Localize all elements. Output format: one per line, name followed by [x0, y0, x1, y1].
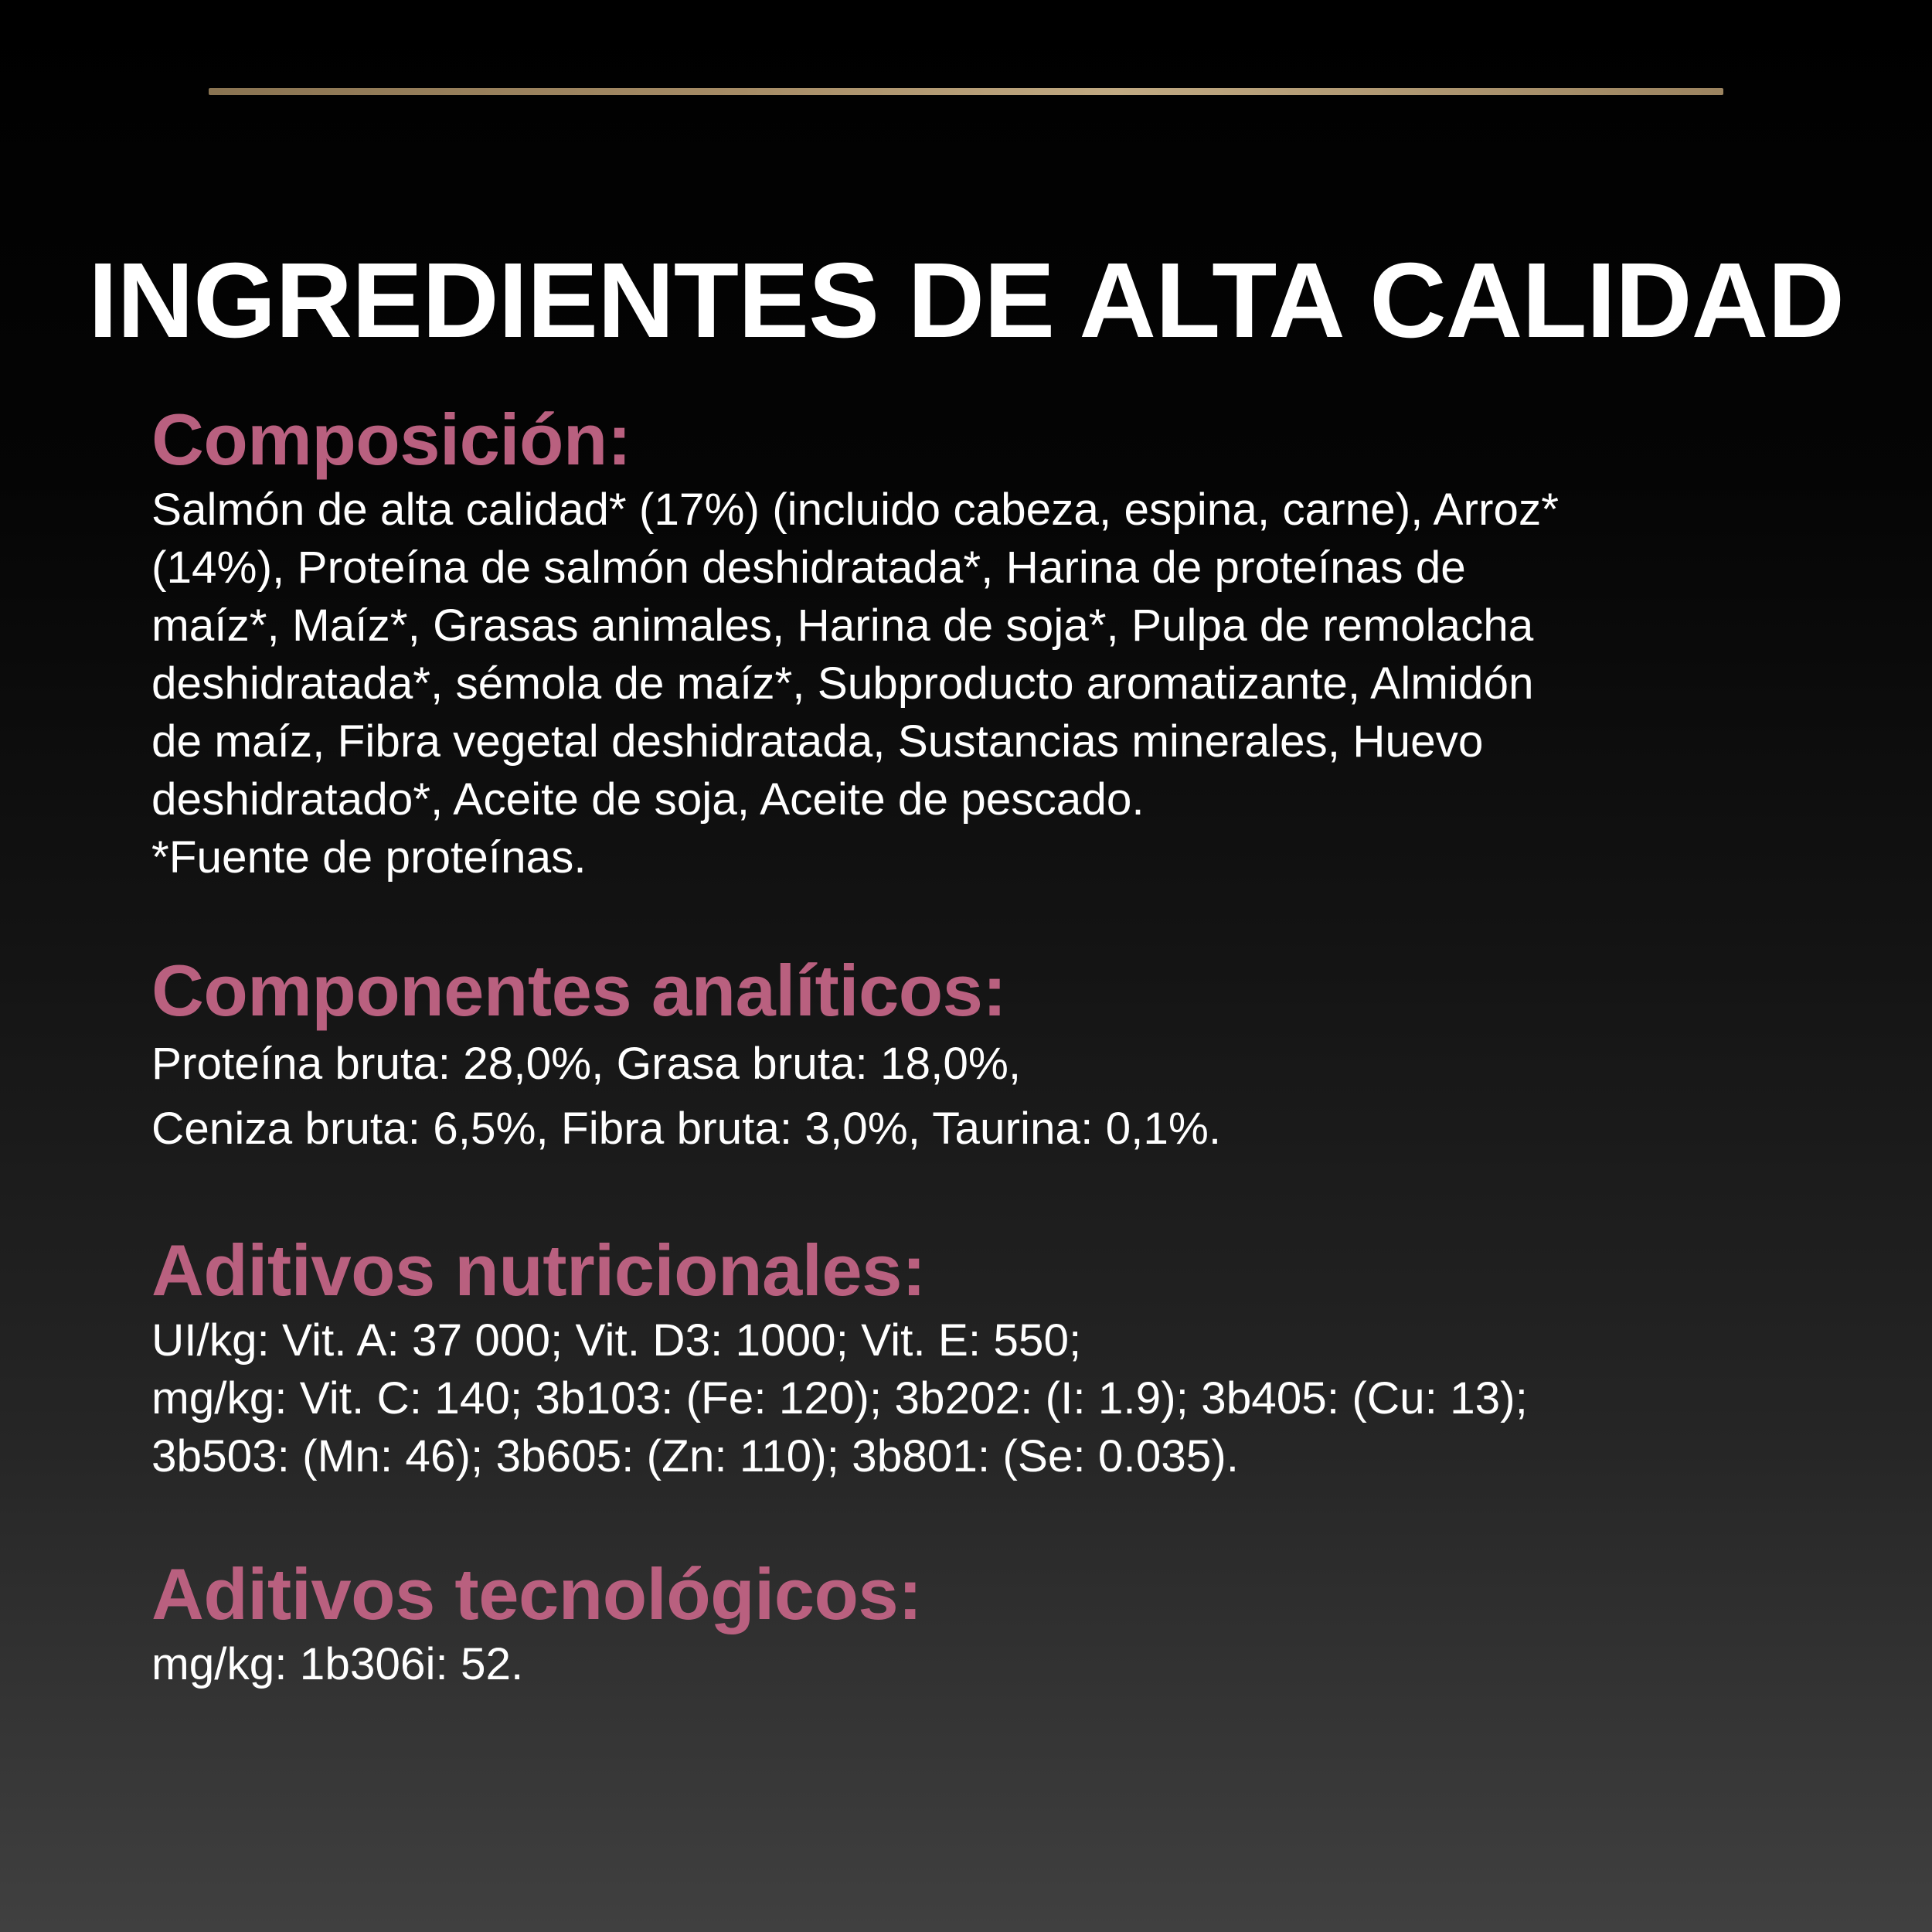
analiticos-line: Proteína bruta: 28,0%, Grasa bruta: 18,0%, — [151, 1039, 1022, 1089]
page-title: INGREDIENTES DE ALTA CALIDAD — [88, 241, 1844, 361]
nutricionales-line: UI/kg: Vit. A: 37 000; Vit. D3: 1000; Vit. E: 550; — [151, 1315, 1082, 1366]
tecnologicos-heading: Aditivos tecnológicos: — [151, 1553, 922, 1634]
protein-source-footnote: *Fuente de proteínas. — [151, 832, 587, 883]
section-composicion — [151, 399, 1828, 886]
section-aditivos-nutricionales — [151, 1230, 1828, 1485]
nutricionales-body — [151, 1311, 1828, 1485]
analiticos-body — [151, 1032, 1828, 1162]
nutricionales-line: mg/kg: Vit. C: 140; 3b103: (Fe: 120); 3b202: (I: 1.9); 3b405: (Cu: 13); — [151, 1373, 1528, 1423]
nutricionales-heading: Aditivos nutricionales: — [151, 1230, 926, 1311]
analiticos-heading: Componentes analíticos: — [151, 950, 1007, 1031]
tecnologicos-line: mg/kg: 1b306i: 52. — [151, 1639, 524, 1689]
composicion-heading: Composición: — [151, 399, 631, 480]
tecnologicos-body — [151, 1635, 1828, 1693]
composicion-line: deshidratada*, sémola de maíz*, Subproducto aromatizante, Almidón — [151, 658, 1534, 709]
section-aditivos-tecnologicos — [151, 1553, 1828, 1693]
section-componentes-analiticos — [151, 950, 1828, 1162]
gold-divider-line — [209, 88, 1723, 95]
composicion-line: de maíz, Fibra vegetal deshidratada, Sustancias minerales, Huevo — [151, 716, 1484, 767]
composicion-line: deshidratado*, Aceite de soja, Aceite de pescado. — [151, 774, 1145, 825]
ingredients-content — [151, 399, 1828, 1693]
composicion-line: maíz*, Maíz*, Grasas animales, Harina de soja*, Pulpa de remolacha — [151, 600, 1534, 651]
nutricionales-line: 3b503: (Mn: 46); 3b605: (Zn: 110); 3b801: (Se: 0.035). — [151, 1431, 1240, 1481]
composicion-line: Salmón de alta calidad* (17%) (incluido cabeza, espina, carne), Arroz* — [151, 485, 1559, 535]
analiticos-line: Ceniza bruta: 6,5%, Fibra bruta: 3,0%, Taurina: 0,1%. — [151, 1104, 1222, 1154]
composicion-body — [151, 481, 1828, 886]
composicion-line: (14%), Proteína de salmón deshidratada*, Harina de proteínas de — [151, 543, 1466, 593]
